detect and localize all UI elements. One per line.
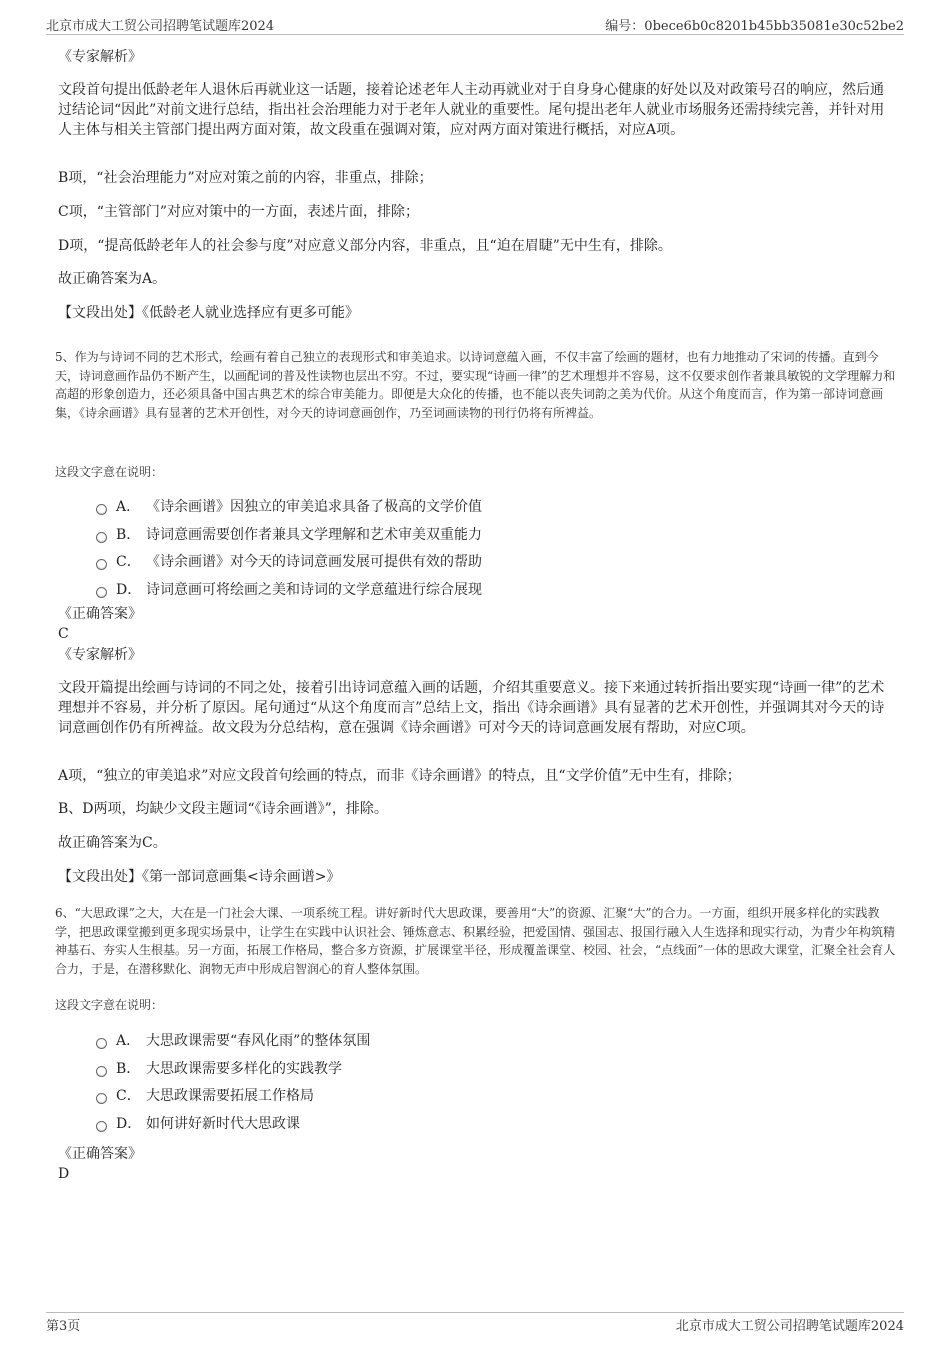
q5-source: 【文段出处】《第一部词意画集<诗余画谱>》 bbox=[58, 869, 341, 885]
footer-page-number: 第3页 bbox=[46, 1319, 81, 1334]
radio-icon[interactable] bbox=[96, 1038, 107, 1049]
q6-prompt: 这段文字意在说明： bbox=[55, 998, 164, 1012]
q5-answer-label: 《正确答案》 bbox=[58, 606, 142, 622]
q5-option-c[interactable] bbox=[96, 552, 482, 572]
q5-prompt: 这段文字意在说明： bbox=[55, 465, 164, 479]
prev-source: 【文段出处】《低龄老人就业选择应有更多可能》 bbox=[58, 305, 359, 321]
q5-option-a[interactable] bbox=[96, 497, 482, 517]
q5-analysis-label: 《专家解析》 bbox=[58, 647, 142, 663]
option-text: 诗词意画可将绘画之美和诗词的文学意蕴进行综合展现 bbox=[146, 582, 482, 598]
option-letter: A． bbox=[116, 1033, 141, 1049]
q5-a-note: A项，“独立的审美追求”对应文段首句绘画的特点，而非《诗余画谱》的特点，且“文学价值”无中生有，排除； bbox=[58, 768, 741, 784]
prev-analysis-label: 《专家解析》 bbox=[58, 49, 142, 65]
option-letter: A． bbox=[116, 499, 141, 515]
prev-conclusion: 故正确答案为A。 bbox=[58, 271, 167, 287]
q6-option-d[interactable] bbox=[96, 1114, 300, 1134]
radio-icon[interactable] bbox=[96, 559, 107, 570]
q5-option-d[interactable] bbox=[96, 580, 482, 600]
q5-answer: C bbox=[58, 626, 69, 642]
q6-question: 6、“大思政课”之大，大在是一门社会大课、一项系统工程。讲好新时代大思政课，要善用“大”的资源、汇聚“大”的合力。一方面，组织开展多样化的实践教学，把思政课堂搬到更多现实场景中，让学生在实践中认识社会、锤炼意志、积累经验，把爱国情、强国志、报国行融入人生选择和现实行动，为青少年构筑精神基石、夯实人生根基。另一方面，拓展工作格局，整合多方资源，扩展课堂半径，形成覆盖课堂、校园、社会，“点线面”一体的思政大课堂，汇聚全社会育人合力，于是，在潜移默化、润物无声中形成启智润心的育人整体氛围。 bbox=[55, 906, 896, 976]
option-letter: D． bbox=[116, 582, 142, 598]
radio-icon[interactable] bbox=[96, 504, 107, 515]
option-text: 《诗余画谱》对今天的诗词意画发展可提供有效的帮助 bbox=[146, 554, 482, 570]
option-text: 大思政课需要多样化的实践教学 bbox=[146, 1061, 342, 1077]
q6-answer: D bbox=[58, 1166, 70, 1182]
radio-icon[interactable] bbox=[96, 1093, 107, 1104]
header-title: 北京市成大工贸公司招聘笔试题库2024 bbox=[46, 19, 275, 34]
option-text: 大思政课需要“春风化雨”的整体氛围 bbox=[146, 1033, 371, 1049]
q5-question: 5、作为与诗词不同的艺术形式，绘画有着自己独立的表现形式和审美追求。以诗词意蕴入画，不仅丰富了绘画的题材，也有力地推动了宋词的传播。直到今天，诗词意画作品仍不断产生，以画配词的普及性读物也层出不穷。不过，要实现“诗画一律”的艺术理想并不容易，这不仅要求创作者兼具敏锐的文学理解力和高超的形象创造力，还必须具备中国古典艺术的综合审美能力。即便是大众化的传播，也不能以丧失词韵之美为代价。从这个角度而言，作为第一部诗词意画集，《诗余画谱》具有显著的艺术开创性，对今天的诗词意画创作，乃至词画读物的刊行仍将有所裨益。 bbox=[55, 350, 896, 420]
prev-b-note: B项，“社会治理能力”对应对策之前的内容，非重点，排除； bbox=[58, 170, 433, 186]
q5-bd-note: B、D两项，均缺少文段主题词“《诗余画谱》”，排除。 bbox=[58, 801, 388, 817]
option-text: 诗词意画需要创作者兼具文学理解和艺术审美双重能力 bbox=[146, 527, 482, 543]
q6-option-b[interactable] bbox=[96, 1059, 342, 1079]
radio-icon[interactable] bbox=[96, 1121, 107, 1132]
option-letter: C． bbox=[116, 554, 141, 570]
radio-icon[interactable] bbox=[96, 587, 107, 598]
q5-option-b[interactable] bbox=[96, 525, 482, 545]
prev-d-note: D项，“提高低龄老年人的社会参与度”对应意义部分内容，非重点，且“迫在眉睫”无中生有，排除。 bbox=[58, 238, 672, 254]
option-letter: D． bbox=[116, 1116, 142, 1132]
radio-icon[interactable] bbox=[96, 1066, 107, 1077]
option-text: 《诗余画谱》因独立的审美追求具备了极高的文学价值 bbox=[146, 499, 482, 515]
page-footer bbox=[46, 1312, 904, 1333]
option-text: 如何讲好新时代大思政课 bbox=[146, 1116, 300, 1132]
prev-analysis-paragraph: 文段首句提出低龄老年人退休后再就业这一话题，接着论述老年人主动再就业对于自身身心健康的好处以及对政策号召的响应，然后通过结论词“因此”对前文进行总结，指出社会治理能力对于老年人就业的重要性。尾句提出老年人就业市场服务还需持续完善，并针对用人主体与相关主管部门提出两方面对策，故文段重在强调对策，应对两方面对策进行概括，对应A项。 bbox=[58, 82, 885, 138]
page-header bbox=[46, 14, 904, 35]
q6-answer-label: 《正确答案》 bbox=[58, 1146, 142, 1162]
prev-c-note: C项，“主管部门”对应对策中的一方面，表述片面，排除； bbox=[58, 204, 420, 220]
q5-conclusion: 故正确答案为C。 bbox=[58, 835, 167, 851]
header-code: 编号：0bece6b0c8201b45bb35081e30c52be2 bbox=[605, 19, 904, 34]
radio-icon[interactable] bbox=[96, 532, 107, 543]
option-letter: C． bbox=[116, 1088, 141, 1104]
q6-option-c[interactable] bbox=[96, 1086, 314, 1106]
footer-title: 北京市成大工贸公司招聘笔试题库2024 bbox=[675, 1319, 904, 1334]
q6-option-a[interactable] bbox=[96, 1031, 370, 1051]
option-letter: B． bbox=[116, 527, 141, 543]
option-text: 大思政课需要拓展工作格局 bbox=[146, 1088, 314, 1104]
q5-analysis-paragraph: 文段开篇提出绘画与诗词的不同之处，接着引出诗词意蕴入画的话题，介绍其重要意义。接下来通过转折指出要实现“诗画一律”的艺术理想并不容易，并分析了原因。尾句通过“从这个角度而言”总结上文，指出《诗余画谱》具有显著的艺术开创性，并强调其对今天的诗词意画创作仍有所裨益。故文段为分总结构，意在强调《诗余画谱》可对今天的诗词意画发展有帮助，对应C项。 bbox=[58, 680, 885, 736]
option-letter: B． bbox=[116, 1061, 141, 1077]
